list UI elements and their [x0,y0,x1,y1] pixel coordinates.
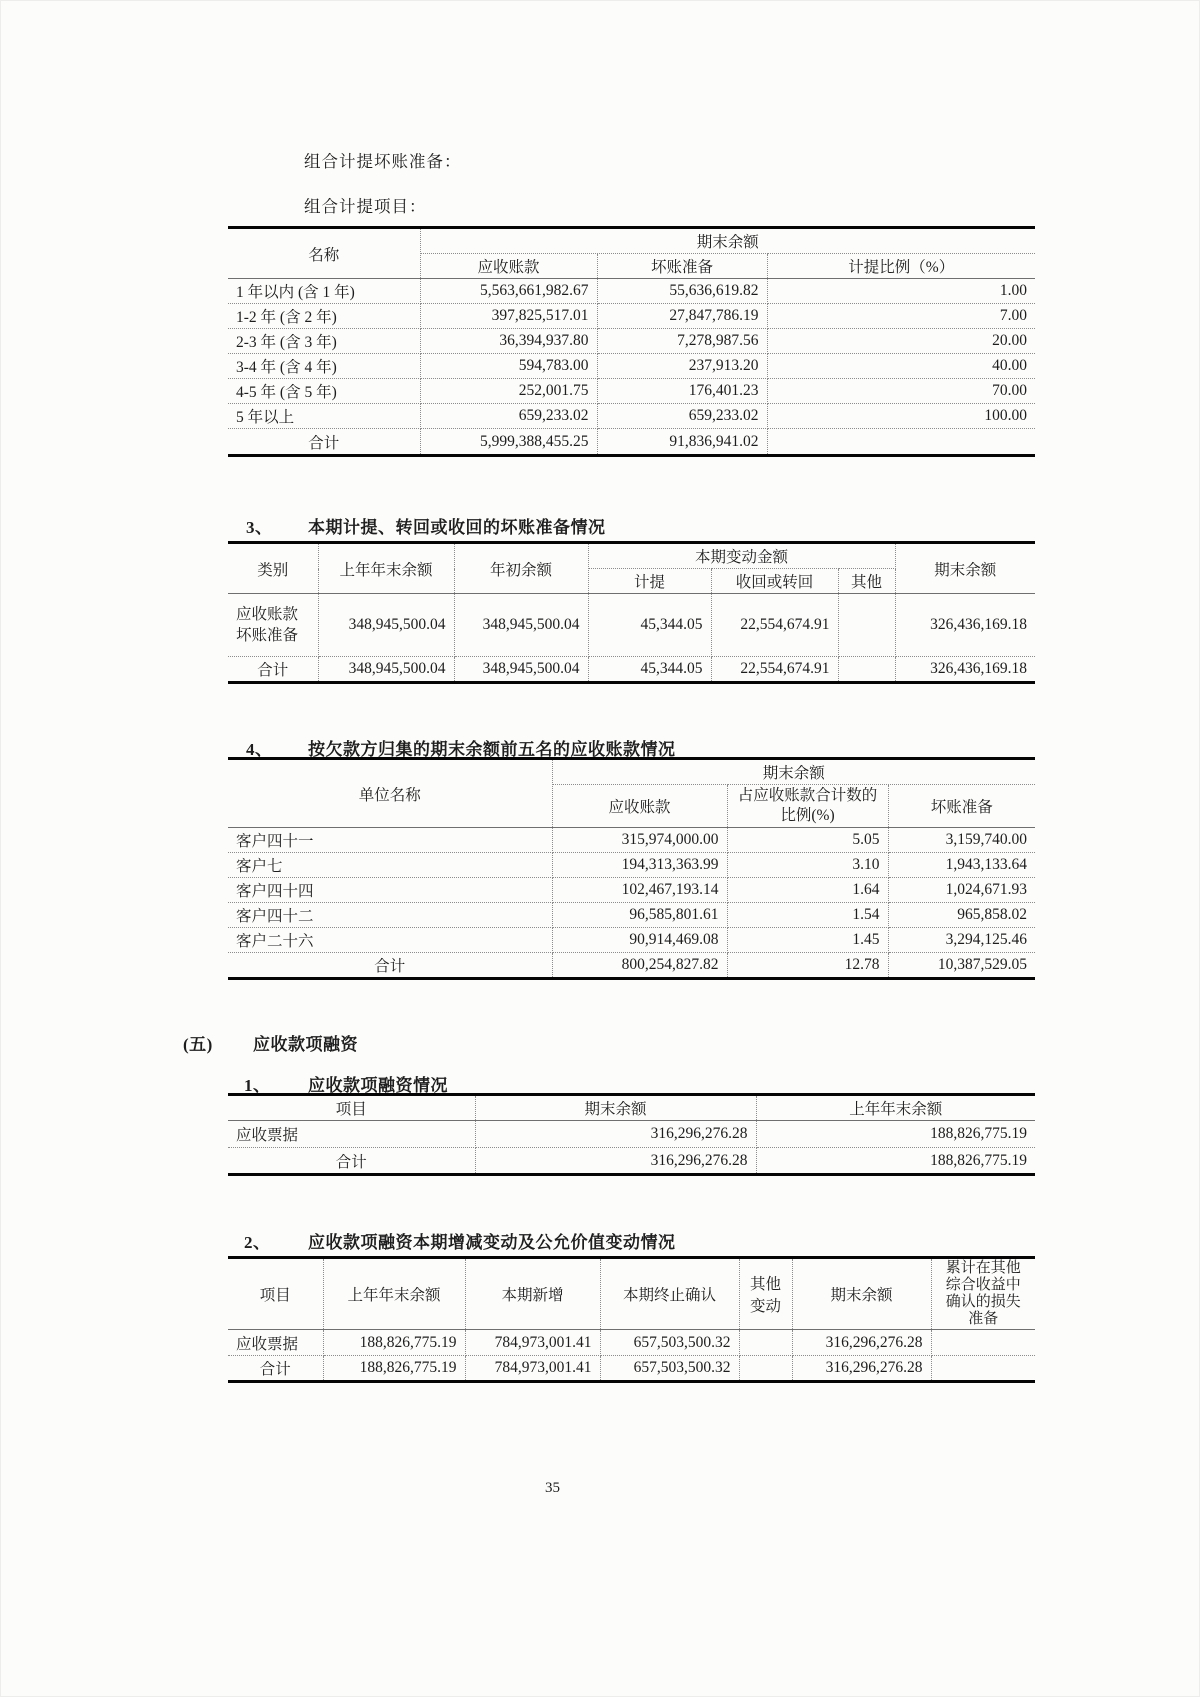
cell-name: 4-5 年 (含 5 年) [228,379,420,404]
col-other-header: 其他 [838,569,895,594]
cell-ratio: 7.00 [767,304,1035,329]
cell-bad-debt: 7,278,987.56 [597,329,767,354]
cell-prev-year-end: 188,826,775.19 [323,1356,465,1382]
col-period-end-header: 期末余额 [552,759,1035,785]
cell-ar: 194,313,363.99 [552,853,727,878]
cell-other-change [739,1330,792,1356]
cell-ratio: 1.45 [727,928,888,953]
cell-ratio: 3.10 [727,853,888,878]
cell-bad-debt: 27,847,786.19 [597,304,767,329]
cell-bad-debt: 55,636,619.82 [597,279,767,304]
top5-receivables-table [228,757,1035,980]
table-row [228,1330,1035,1356]
cell-ratio: 5.05 [727,828,888,853]
cell-ratio: 12.78 [727,953,888,979]
col-ar-header: 应收账款 [420,254,597,279]
table-row [228,279,1035,304]
cell-ratio [767,429,1035,456]
cell-item: 应收票据 [228,1121,475,1148]
section4-number: 4、 [246,740,273,759]
cell-ar: 659,233.02 [420,404,597,429]
cell-added: 784,973,001.41 [465,1356,600,1382]
cell-bad-debt: 3,159,740.00 [888,828,1035,853]
cell-period-end: 316,296,276.28 [475,1121,756,1148]
col-item-header: 项目 [228,1258,323,1330]
cell-bad-debt: 10,387,529.05 [888,953,1035,979]
table-row [228,878,1035,903]
col-recover-header: 收回或转回 [711,569,838,594]
cell-bad-debt: 965,858.02 [888,903,1035,928]
cell-prev-year-end: 188,826,775.19 [323,1330,465,1356]
cell-unit: 客户四十一 [228,828,552,853]
col-period-end-header: 期末余额 [420,228,1035,254]
cell-ar: 594,783.00 [420,354,597,379]
receivables-financing-table [228,1093,1035,1176]
cell-bad-debt: 659,233.02 [597,404,767,429]
col-bad-debt-header: 坏账准备 [888,785,1035,828]
cell-ratio: 70.00 [767,379,1035,404]
cell-total-label: 合计 [228,657,318,683]
cell-cumulative-loss [931,1356,1035,1382]
cell-total-label: 合计 [228,1356,323,1382]
col-item-header: 项目 [228,1095,475,1121]
col-year-begin-header: 年初余额 [454,543,588,594]
table-total-row [228,429,1035,456]
table-row [228,329,1035,354]
cell-period-end: 316,296,276.28 [475,1148,756,1175]
col-unit-header: 单位名称 [228,759,552,828]
cell-ar: 252,001.75 [420,379,597,404]
table-total-row [228,657,1035,683]
col-ratio-header: 占应收账款合计数的比例(%) [727,785,888,828]
col-period-end-header: 期末余额 [792,1258,931,1330]
table-row [228,354,1035,379]
col-added-header: 本期新增 [465,1258,600,1330]
cell-bad-debt: 1,943,133.64 [888,853,1035,878]
cell-bad-debt: 1,024,671.93 [888,878,1035,903]
col-ar-header: 应收账款 [552,785,727,828]
table-header-row [228,543,1035,569]
cell-unit: 客户四十四 [228,878,552,903]
cell-prev-year-end: 348,945,500.04 [318,657,454,683]
table-row [228,1121,1035,1148]
col-accrual-header: 计提 [588,569,711,594]
col-ratio-header: 计提比例（%） [767,254,1035,279]
cell-name: 2-3 年 (含 3 年) [228,329,420,354]
cell-ar: 5,563,661,982.67 [420,279,597,304]
section5-number: (五) [183,1035,213,1054]
section5-2-number: 2、 [244,1233,271,1252]
table-total-row [228,1356,1035,1382]
cell-ar: 315,974,000.00 [552,828,727,853]
table-row [228,853,1035,878]
table-row [228,379,1035,404]
cell-prev-year-end: 348,945,500.04 [318,594,454,657]
cell-terminated: 657,503,500.32 [600,1356,739,1382]
cell-added: 784,973,001.41 [465,1330,600,1356]
table-row [228,828,1035,853]
cell-ratio: 1.54 [727,903,888,928]
table-row [228,903,1035,928]
col-prev-year-end-header: 上年年末余额 [323,1258,465,1330]
cell-terminated: 657,503,500.32 [600,1330,739,1356]
section5-heading [183,1030,358,1055]
cell-total-label: 合计 [228,429,420,456]
cell-ratio: 100.00 [767,404,1035,429]
col-prev-year-end-header: 上年年末余额 [318,543,454,594]
cell-year-begin: 348,945,500.04 [454,594,588,657]
section5-2-title: 应收款项融资本期增减变动及公允价值变动情况 [308,1233,676,1252]
col-category-header: 类别 [228,543,318,594]
cell-unit: 客户二十六 [228,928,552,953]
cell-period-end: 316,296,276.28 [792,1330,931,1356]
table-row [228,594,1035,657]
section5-1-number: 1、 [244,1076,271,1095]
cell-recover: 22,554,674.91 [711,594,838,657]
table-header-row [228,759,1035,785]
cell-ratio: 20.00 [767,329,1035,354]
cell-ar: 90,914,469.08 [552,928,727,953]
cell-bad-debt: 3,294,125.46 [888,928,1035,953]
cell-prev-year-end: 188,826,775.19 [756,1148,1035,1175]
cell-ar: 800,254,827.82 [552,953,727,979]
cell-name: 5 年以上 [228,404,420,429]
table-row [228,404,1035,429]
table-header-row [228,1258,1035,1330]
table-row [228,304,1035,329]
col-prev-year-end-header: 上年年末余额 [756,1095,1035,1121]
cell-period-end: 326,436,169.18 [895,594,1035,657]
col-period-end-header: 期末余额 [475,1095,756,1121]
cell-total-label: 合计 [228,1148,475,1175]
cell-recover: 22,554,674.91 [711,657,838,683]
cell-name: 3-4 年 (含 4 年) [228,354,420,379]
cell-ratio: 1.00 [767,279,1035,304]
cell-year-begin: 348,945,500.04 [454,657,588,683]
cell-name: 1 年以内 (含 1 年) [228,279,420,304]
cell-ratio: 1.64 [727,878,888,903]
cell-period-end: 326,436,169.18 [895,657,1035,683]
col-other-change-header: 其他变动 [739,1258,792,1330]
aging-provision-table [228,226,1035,457]
financing-change-table [228,1256,1035,1383]
col-name-header: 名称 [228,228,420,279]
cell-item: 应收票据 [228,1330,323,1356]
col-change-header: 本期变动金额 [588,543,895,569]
table-total-row [228,1148,1035,1175]
section5-title: 应收款项融资 [253,1035,358,1054]
table-header-row [228,228,1035,254]
cell-bad-debt: 91,836,941.02 [597,429,767,456]
cell-name: 1-2 年 (含 2 年) [228,304,420,329]
cell-period-end: 316,296,276.28 [792,1356,931,1382]
table-header-row [228,1095,1035,1121]
cell-ar: 96,585,801.61 [552,903,727,928]
cell-other [838,657,895,683]
cell-total-label: 合计 [228,953,552,979]
cell-bad-debt: 237,913.20 [597,354,767,379]
col-period-end-header: 期末余额 [895,543,1035,594]
section3-title: 本期计提、转回或收回的坏账准备情况 [308,518,606,537]
cell-unit: 客户七 [228,853,552,878]
cell-ar: 102,467,193.14 [552,878,727,903]
cell-accrual: 45,344.05 [588,657,711,683]
cell-bad-debt: 176,401.23 [597,379,767,404]
intro-line-1: 组合计提坏账准备： [304,152,462,171]
section5-1-title: 应收款项融资情况 [308,1076,448,1095]
cell-unit: 客户四十二 [228,903,552,928]
col-terminated-header: 本期终止确认 [600,1258,739,1330]
section5-2-heading [244,1228,676,1253]
col-cumulative-loss-header: 累计在其他综合收益中确认的损失准备 [931,1258,1035,1330]
bad-debt-change-table [228,541,1035,684]
cell-accrual: 45,344.05 [588,594,711,657]
cell-ar: 5,999,388,455.25 [420,429,597,456]
section3-heading [246,513,606,538]
cell-ratio: 40.00 [767,354,1035,379]
cell-ar: 36,394,937.80 [420,329,597,354]
section4-title: 按欠款方归集的期末余额前五名的应收账款情况 [308,740,676,759]
cell-category: 应收账款坏账准备 [228,594,318,657]
cell-ar: 397,825,517.01 [420,304,597,329]
col-bad-debt-header: 坏账准备 [597,254,767,279]
cell-prev-year-end: 188,826,775.19 [756,1121,1035,1148]
cell-cumulative-loss [931,1330,1035,1356]
table-total-row [228,953,1035,979]
section3-number: 3、 [246,518,273,537]
table-row [228,928,1035,953]
cell-other-change [739,1356,792,1382]
cell-other [838,594,895,657]
page-number: 35 [545,1480,560,1496]
intro-line-2: 组合计提项目： [304,197,427,216]
